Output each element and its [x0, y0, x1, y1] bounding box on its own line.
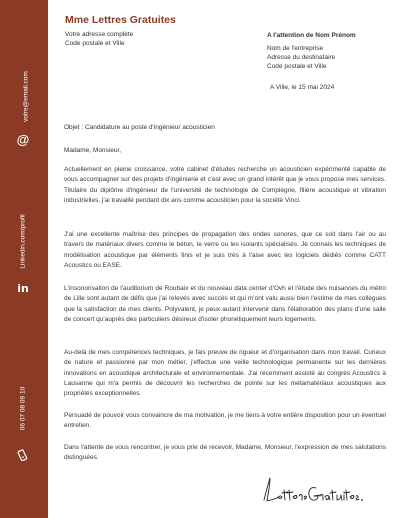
body-paragraph-6: Dans l'attente de vous rencontrer, je vous prie de recevoir, Madame, Monsieur, l'expression de mes salutations distinguées.: [64, 444, 386, 462]
at-icon: @: [16, 131, 30, 147]
sender-city: Code postale et Ville: [65, 40, 125, 47]
body-paragraph-1: Actuellement en pleine croissance, votre cabinet d'études recherche un acousticien expérimenté capable de vous accompagner sur des projets d'ingénierie et c'est avec un grand intérêt que je vous propose mes services. Titulaire du diplôme d'ingénieur de l'université de technologie de Compiègne, filière acoustique et vibration industrielles, j'ai travaillé pendant dix ans comme acousticien pour la société Vinci.: [64, 166, 386, 204]
recipient-address: Adresse du destinataire: [267, 54, 336, 61]
linkedin-icon: in: [17, 281, 29, 295]
email-text[interactable]: votre@email.com: [22, 71, 30, 122]
linkedin-text[interactable]: Linkedin.com/profil: [19, 214, 27, 269]
body-paragraph-4: Au-delà de mes compétences techniques, je fais preuve de rigueur et d'organisation dans mon travail. Curieux de nature et passionné par mon métier, j'effectue une veille technologique permanente sur les dernières innovations en acoustique architecturale et environnementale. J'ai récemment assisté au congrès Acoustics à Lausanne qui m'a permis de découvrir les recherches de pointe sur les métamatériaux acoustiques aux propriétés exceptionnelles.: [64, 349, 386, 398]
body-paragraph-2: J'ai une excellente maîtrise des principes de propagation des ondes sonores, que ce soit dans l'air ou au travers de matériaux divers comme le béton, le verre ou les isolants spécialisés. Je connais les techniques de modélisation acoustique par éléments finis et je suis très à l'aise avec les logiciels dédiés comme CATT Acoustics ou EASE.: [64, 231, 386, 269]
phone-icon: [16, 448, 30, 462]
recipient-attention: A l'attention de Nom Prénom: [267, 32, 356, 39]
sender-name: Mme Lettres Gratuites: [65, 14, 176, 26]
recipient-city: Code postale et Ville: [267, 63, 327, 70]
recipient-company: Nom de l'entreprise: [267, 45, 324, 52]
signature-image: [258, 470, 368, 510]
body-paragraph-5: Persuadé de pouvoir vous convaincre de ma motivation, je me tiens à votre entière disposition pour un éventuel entretien.: [64, 412, 386, 430]
sender-address: Votre adresse complète: [65, 31, 134, 38]
sidebar: [0, 0, 48, 518]
letter-salutation: Madame, Monsieur,: [64, 147, 122, 154]
phone-text[interactable]: 06 07 08 09 10: [19, 386, 27, 431]
letter-date: A Ville, le 15 mai 2024: [270, 84, 335, 91]
body-paragraph-3: L'insonorisation de l'auditorium de Roubaix et du nouveau data center d'Ovh et l'étude des nuisances du métro de Lille sont autant de défis que j'ai relevés avec succès et qui m'ont valu aussi bien l'estime de mes collègues que la satisfaction de mes clients. Polyvalent, je peux autant intervenir dans l'élaboration des plans d'une salle de concert qu'auprès des particuliers désireux d'isoler phonétiquement leurs logements.: [64, 285, 386, 323]
letter-subject: Objet : Candidature au poste d'ingénieur acousticien: [64, 124, 215, 131]
